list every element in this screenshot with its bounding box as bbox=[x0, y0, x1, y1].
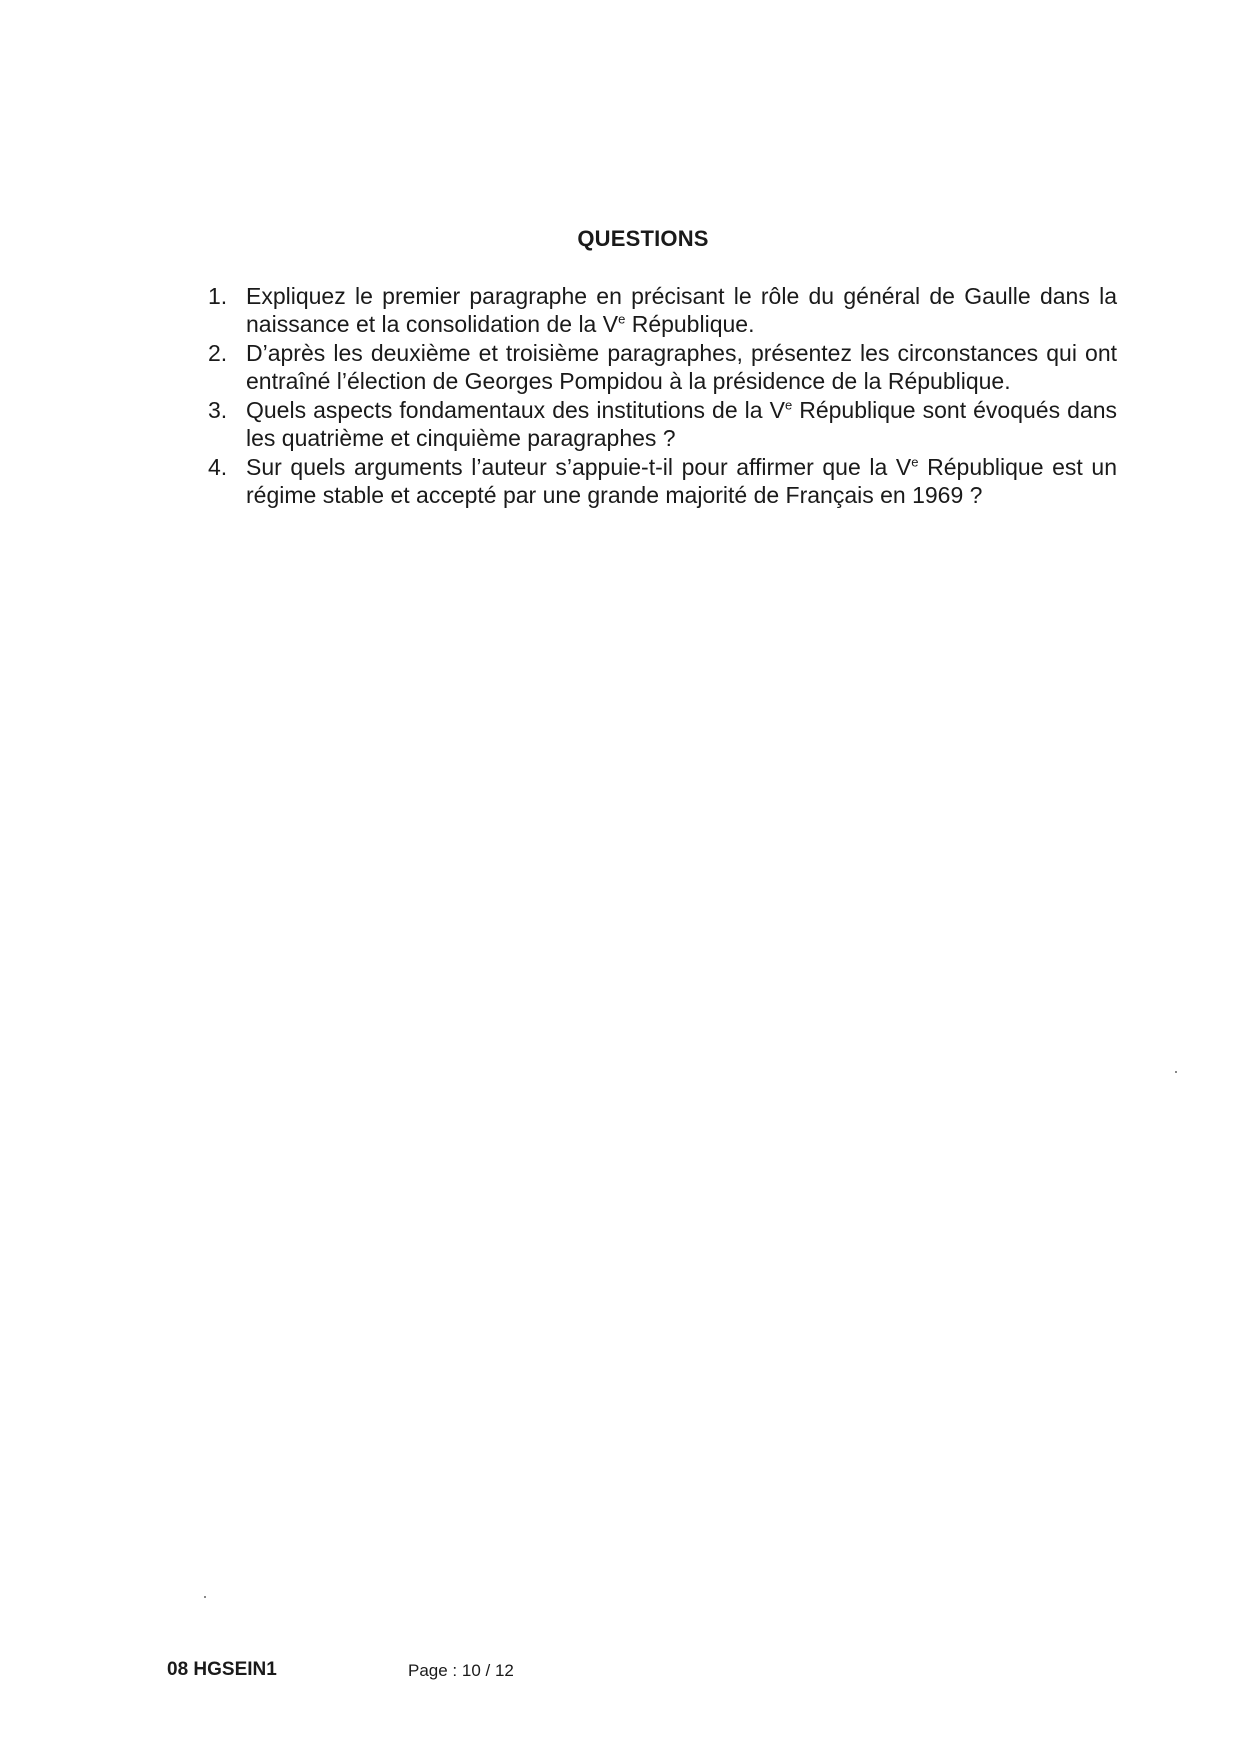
footer-page-number: Page : 10 / 12 bbox=[408, 1661, 514, 1680]
question-text: D’après les deuxième et troisième paragraphes, présentez les circonstances qui ont entraîné l’élection de Georges Pompidou à la présidence de la République. bbox=[246, 340, 1117, 394]
question-text: Sur quels arguments l’auteur s’appuie-t-il pour affirmer que la Ve République est un régime stable et accepté par une grande majorité de Français en 1969 ? bbox=[246, 454, 1117, 508]
page-title: QUESTIONS bbox=[577, 226, 709, 251]
scan-speck bbox=[204, 1596, 206, 1598]
superscript: e bbox=[618, 310, 626, 326]
question-item bbox=[200, 283, 1117, 338]
question-text: Expliquez le premier paragraphe en précisant le rôle du général de Gaulle dans la naissance et la consolidation de la Ve République. bbox=[246, 283, 1117, 337]
question-item bbox=[200, 454, 1117, 509]
scan-speck bbox=[1175, 1071, 1177, 1073]
superscript: e bbox=[911, 454, 919, 470]
question-number: 1. bbox=[208, 283, 228, 309]
question-text: Quels aspects fondamentaux des institutions de la Ve République sont évoqués dans les quatrième et cinquième paragraphes ? bbox=[246, 397, 1117, 451]
question-item bbox=[200, 340, 1117, 395]
question-number: 3. bbox=[208, 397, 228, 423]
question-number: 4. bbox=[208, 454, 228, 480]
footer-exam-code: 08 HGSEIN1 bbox=[167, 1659, 277, 1680]
question-number: 2. bbox=[208, 340, 228, 366]
superscript: e bbox=[784, 397, 793, 413]
questions-list bbox=[200, 283, 1117, 511]
question-item bbox=[200, 397, 1117, 452]
